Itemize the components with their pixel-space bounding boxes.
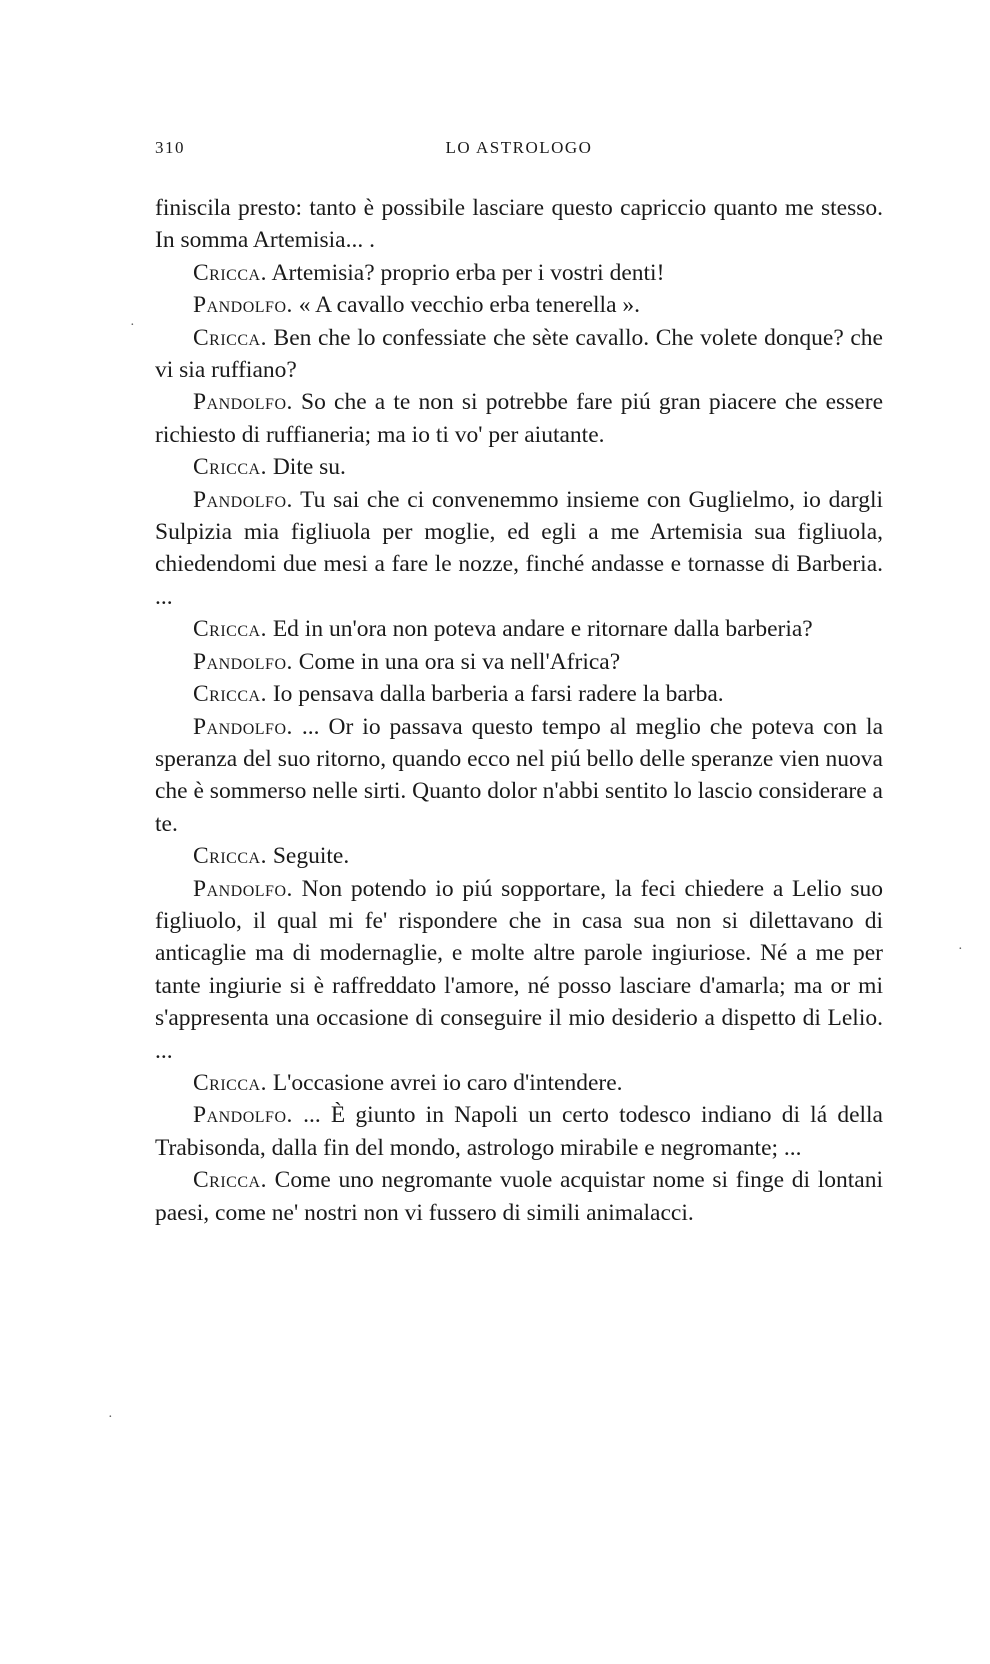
speaker-name: Cricca. — [193, 1167, 267, 1194]
paragraph-text: finiscila presto: tanto è possibile lasciare questo capriccio quanto me stesso. In somma Artemisia... . — [155, 195, 883, 254]
dialogue-turn — [155, 257, 883, 289]
dialogue-turn — [155, 1067, 883, 1099]
speaker-name: Pandolfo. — [193, 713, 293, 740]
speaker-name: Cricca. — [193, 843, 267, 870]
book-page — [155, 0, 883, 1664]
speaker-name: Cricca. — [193, 324, 267, 351]
dialogue-text: Dite su. — [272, 454, 346, 481]
dialogue-text: Seguite. — [272, 843, 350, 870]
speaker-name: Cricca. — [193, 259, 267, 286]
speaker-name: Cricca. — [193, 616, 267, 643]
dialogue-text: So che a te non si potrebbe fare piú gran piacere che essere richiesto di ruffianeria; ma io ti vo' per aiutante. — [155, 389, 883, 448]
dialogue-turn — [155, 1099, 883, 1164]
speaker-name: Pandolfo. — [193, 875, 293, 902]
dialogue-text: Come uno negromante vuole acquistar nome si finge di lontani paesi, come ne' nostri non vi fussero di simili animalacci. — [155, 1167, 883, 1226]
dialogue-text: Tu sai che ci convenemmo insieme con Guglielmo, io dargli Sulpizia mia figliuola per moglie, ed egli a me Artemisia sua figliuola, chiedendomi due mesi a fare le nozze, finché andasse e tornasse di Barberia. ... — [155, 486, 883, 610]
dialogue-turn — [155, 386, 883, 451]
play-text — [155, 192, 883, 1229]
dialogue-turn — [155, 711, 883, 841]
dialogue-turn — [155, 1164, 883, 1229]
dialogue-text: « A cavallo vecchio erba tenerella ». — [298, 292, 641, 319]
speaker-name: Pandolfo. — [193, 648, 293, 675]
margin-speck: · — [958, 942, 963, 957]
dialogue-text: Non potendo io piú sopportare, la feci chiedere a Lelio suo figliuolo, il qual mi fe' rispondere che in casa sua non si dilettavano di anticaglie ma di modernaglie, e molte altre parole ingiuriose. Né a me per tante ingiurie si è raffreddato l'amore, né posso lasciare d'amarla; ma or mi s'appresenta una occasione di conseguire il mio desiderio a dispetto di Lelio. ... — [155, 875, 883, 1064]
dialogue-turn — [155, 484, 883, 614]
dialogue-text: ... Or io passava questo tempo al meglio che poteva con la speranza del suo ritorno, quando ecco nel piú bello delle speranze vien nuova che è sommerso nelle sirti. Quanto dolor n'abbi sentito lo lascio considerare a te. — [155, 713, 884, 837]
paragraph — [155, 192, 883, 257]
dialogue-turn — [155, 613, 883, 645]
dialogue-text: Ed in un'ora non poteva andare e ritornare dalla barberia? — [272, 616, 813, 643]
speaker-name: Pandolfo. — [193, 486, 293, 513]
dialogue-turn — [155, 678, 883, 710]
dialogue-text: Io pensava dalla barberia a farsi radere la barba. — [272, 681, 724, 708]
dialogue-text: Ben che lo confessiate che sète cavallo. Che volete donque? che vi sia ruffiano? — [155, 324, 883, 384]
speaker-name: Pandolfo. — [193, 1102, 293, 1129]
dialogue-text: L'occasione avrei io caro d'intendere. — [272, 1069, 623, 1096]
speaker-name: Pandolfo. — [193, 292, 293, 319]
dialogue-text: Come in una ora si va nell'Africa? — [298, 648, 621, 675]
dialogue-text: ... È giunto in Napoli un certo todesco indiano di lá della Trabisonda, dalla fin del mondo, astrologo mirabile e negromante; ... — [155, 1102, 883, 1161]
speaker-name: Cricca. — [193, 1069, 267, 1096]
dialogue-turn — [155, 289, 883, 321]
dialogue-turn — [155, 322, 883, 387]
dialogue-turn — [155, 451, 883, 483]
speaker-name: Pandolfo. — [193, 389, 293, 416]
dialogue-turn — [155, 840, 883, 872]
speaker-name: Cricca. — [193, 681, 267, 708]
dialogue-turn — [155, 873, 883, 1067]
running-header — [155, 138, 883, 162]
dialogue-turn — [155, 646, 883, 678]
dialogue-text: Artemisia? proprio erba per i vostri denti! — [271, 259, 665, 286]
speaker-name: Cricca. — [193, 454, 267, 481]
margin-speck: · — [108, 1410, 113, 1425]
running-title: LO ASTROLOGO — [445, 138, 593, 157]
margin-speck: · — [130, 318, 135, 333]
page-number: 310 — [155, 138, 185, 157]
